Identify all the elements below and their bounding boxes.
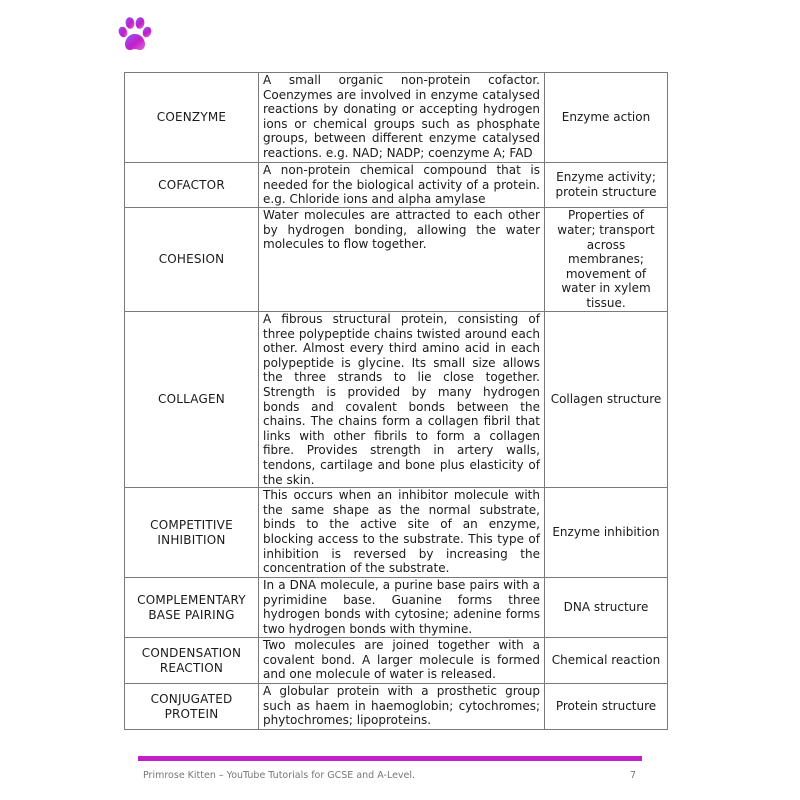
topic-cell: Properties of water; transport across membranes; movement of water in xylem tissue. — [545, 208, 668, 312]
footer-accent-bar — [138, 756, 642, 761]
table-row — [125, 163, 668, 208]
definition-cell: Water molecules are attracted to each other by hydrogen bonding, allowing the water molecules to flow together. — [259, 208, 545, 312]
table-row — [125, 578, 668, 638]
topic-cell: Protein structure — [545, 684, 668, 730]
term-cell: COFACTOR — [125, 163, 259, 208]
definition-cell: This occurs when an inhibitor molecule with the same shape as the normal substrate, binds to the active site of an enzyme, blocking access to the substrate. This type of inhibition is reversed by increasing the concentration of the substrate. — [259, 488, 545, 578]
term-cell: COLLAGEN — [125, 312, 259, 488]
footer-text: Primrose Kitten – YouTube Tutorials for GCSE and A-Level. — [143, 770, 416, 781]
definition-cell: Two molecules are joined together with a covalent bond. A larger molecule is formed and one molecule of water is released. — [259, 638, 545, 684]
glossary-table — [124, 72, 668, 730]
definition-cell: A small organic non-protein cofactor. Coenzymes are involved in enzyme catalysed reactions by donating or accepting hydrogen ions or chemical groups such as phosphate groups, between different enzyme catalysed reactions. e.g. NAD; NADP; coenzyme A; FAD — [259, 73, 545, 163]
topic-cell: Enzyme action — [545, 73, 668, 163]
table-row — [125, 638, 668, 684]
page-number: 7 — [630, 770, 637, 781]
term-cell: CONJUGATED PROTEIN — [125, 684, 259, 730]
topic-cell: Enzyme activity; protein structure — [545, 163, 668, 208]
term-cell: COMPETITIVE INHIBITION — [125, 488, 259, 578]
table-row — [125, 312, 668, 488]
table-row — [125, 73, 668, 163]
topic-cell: Collagen structure — [545, 312, 668, 488]
term-cell: COHESION — [125, 208, 259, 312]
topic-cell: DNA structure — [545, 578, 668, 638]
definition-cell: A globular protein with a prosthetic group such as haem in haemoglobin; cytochromes; phytochromes; lipoproteins. — [259, 684, 545, 730]
table-row — [125, 208, 668, 312]
definition-cell: In a DNA molecule, a purine base pairs with a pyrimidine base. Guanine forms three hydrogen bonds with cytosine; adenine forms two hydrogen bonds with thymine. — [259, 578, 545, 638]
definition-cell: A fibrous structural protein, consisting of three polypeptide chains twisted around each other. Almost every third amino acid in each polypeptide is glycine. Its small size allows the three strands to lie close together. Strength is provided by many hydrogen bonds and covalent bonds between the chains. The chains form a collagen fibril that links with other fibrils to form a collagen fibre. Provides strength in artery walls, tendons, cartilage and bone plus elasticity of the skin. — [259, 312, 545, 488]
definition-cell: A non-protein chemical compound that is needed for the biological activity of a protein. e.g. Chloride ions and alpha amylase — [259, 163, 545, 208]
table-row — [125, 488, 668, 578]
table-row — [125, 684, 668, 730]
term-cell: COMPLEMENTARY BASE PAIRING — [125, 578, 259, 638]
topic-cell: Enzyme inhibition — [545, 488, 668, 578]
topic-cell: Chemical reaction — [545, 638, 668, 684]
term-cell: CONDENSATION REACTION — [125, 638, 259, 684]
paw-print-icon — [116, 14, 154, 54]
term-cell: COENZYME — [125, 73, 259, 163]
